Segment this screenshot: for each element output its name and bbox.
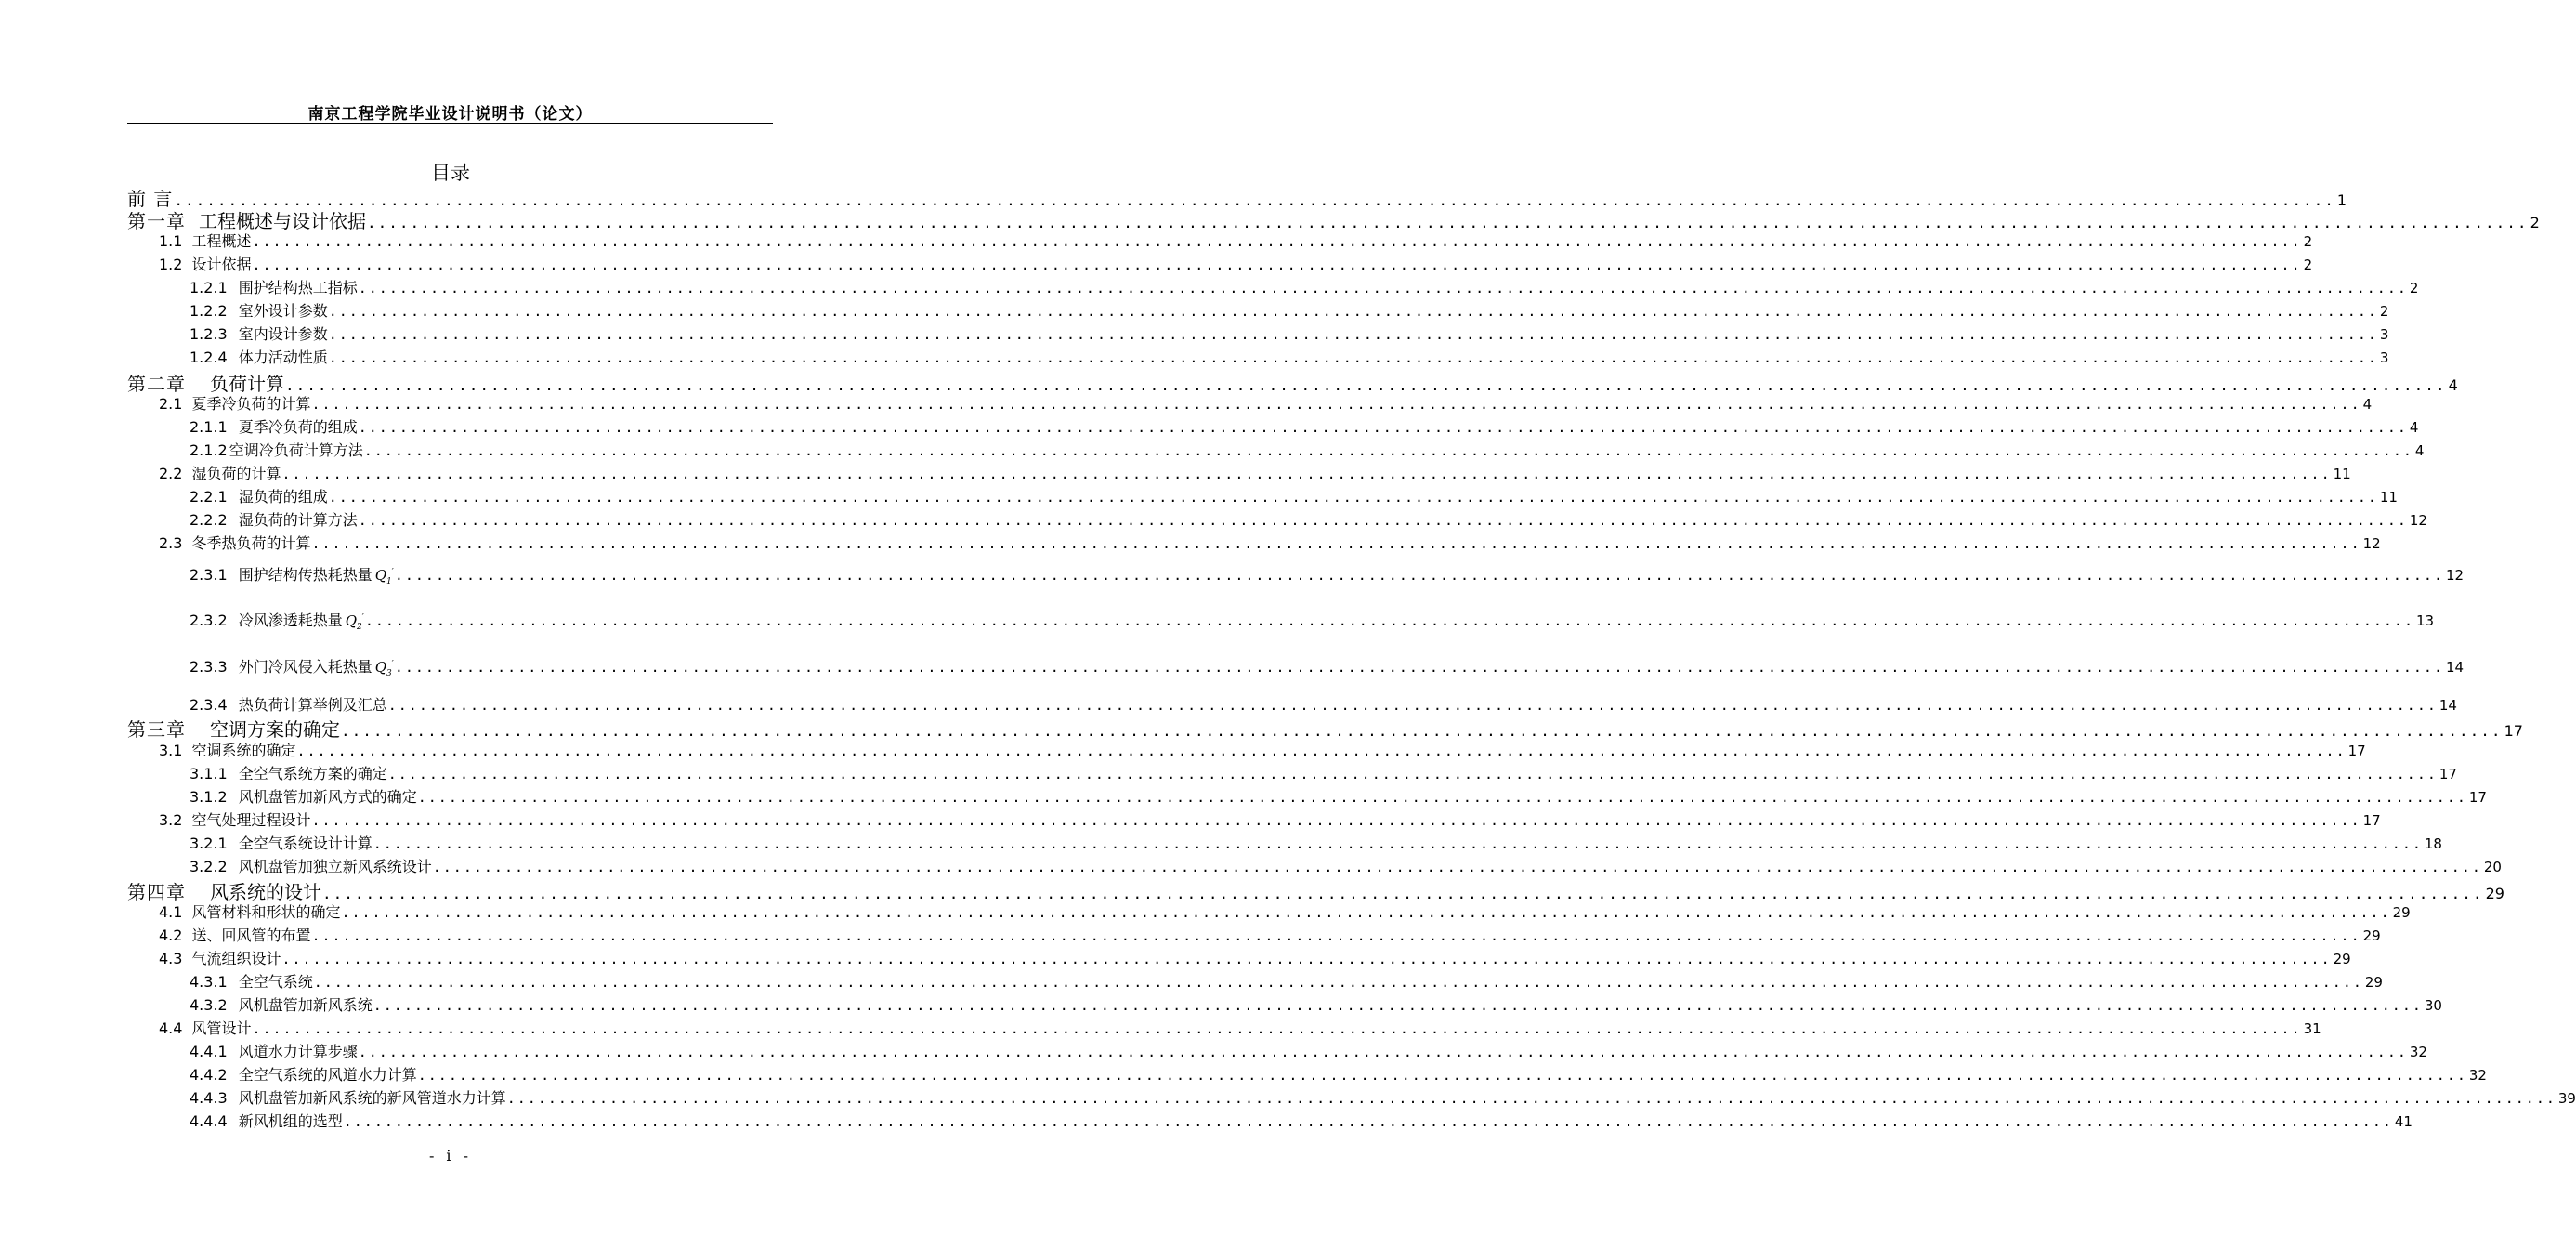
toc-entry-page: 12: [2409, 512, 2427, 529]
toc-entry: [190, 832, 2442, 853]
toc-leader-dots: ........................................................................................................................................................................................................: [328, 303, 2378, 320]
toc-leader-dots: ........................................................................................................................................................................................................: [373, 835, 2423, 852]
toc-entry-title: [190, 655, 394, 678]
toc-title: 目录: [431, 162, 470, 184]
toc-entry: [159, 739, 2366, 760]
toc-entry-title: [190, 322, 328, 344]
toc-entry-title: [159, 1017, 251, 1038]
toc-entry-number: 2.3.1: [190, 566, 228, 584]
toc-entry-text: 送、回风管的布置: [191, 927, 311, 944]
toc-entry-page: 14: [2445, 659, 2465, 676]
toc-entry-page: 4: [2362, 396, 2373, 413]
toc-entry-page: 17: [2439, 766, 2457, 782]
toc-entry-number: 4.2: [159, 927, 183, 944]
toc-entry: [159, 1017, 2321, 1038]
toc-entry-text: 风机盘管加新风方式的确定: [238, 788, 417, 806]
toc-entry-title: [190, 415, 358, 437]
toc-entry-page: 11: [2379, 489, 2398, 506]
toc-entry: [190, 485, 2398, 506]
toc-entry-page: 20: [2483, 859, 2502, 875]
toc-entry: [190, 415, 2419, 437]
toc-entry-number: 第二章: [127, 373, 186, 395]
toc-entry-page: 2: [2530, 214, 2540, 231]
toc-entry-number: 1.1: [159, 232, 183, 250]
toc-entry-number: 1.2.2: [190, 302, 228, 320]
toc-entry-number: 1.2.1: [190, 279, 228, 296]
toc-entry: [190, 508, 2427, 530]
toc-entry-title: [190, 785, 417, 807]
toc-entry-title: [190, 346, 328, 367]
toc-leader-dots: ........................................................................................................................................................................................................: [394, 567, 2444, 584]
toc-leader-dots: ........................................................................................................................................................................................................: [313, 974, 2363, 991]
toc-entry-title: [190, 299, 328, 321]
toc-leader-dots: ........................................................................................................................................................................................................: [311, 927, 2361, 944]
toc-entry: [127, 715, 2523, 742]
toc-entry-number: 第三章: [127, 718, 186, 741]
toc-entry-text: 全空气系统: [238, 973, 313, 991]
toc-entry-page: 17: [2504, 722, 2523, 740]
toc-leader-dots: ........................................................................................................................................................................................................: [311, 396, 2361, 413]
toc-leader-dots: ........................................................................................................................................................................................................: [252, 256, 2302, 273]
toc-entry-title: [190, 762, 387, 783]
toc-entry-text: 冷风渗透耗热量: [238, 611, 343, 629]
toc-entry-text: 空气处理过程设计: [191, 811, 311, 829]
toc-entry-number: 3.1.2: [190, 788, 228, 806]
toc-entry-page: 41: [2394, 1113, 2413, 1130]
toc-leader-dots: ........................................................................................................................................................................................................: [341, 722, 2503, 740]
toc-leader-dots: ........................................................................................................................................................................................................: [281, 466, 2332, 482]
toc-entry-page: 18: [2424, 835, 2442, 852]
toc-entry-page: 2: [2303, 256, 2313, 273]
heat-quantity-symbol: $Q_2'$: [345, 612, 364, 632]
toc-leader-dots: ........................................................................................................................................................................................................: [363, 442, 2413, 459]
toc-entry-number: 2.3.2: [190, 611, 228, 629]
toc-entry: [190, 276, 2419, 297]
toc-entry: [159, 532, 2381, 553]
toc-entry-title: [159, 462, 281, 483]
toc-entry-number: 3.2.2: [190, 858, 228, 875]
toc-entry-page: 17: [2362, 812, 2381, 829]
toc-entry: [159, 901, 2411, 922]
toc-entry-text: 湿负荷的计算: [191, 465, 281, 482]
toc-entry-page: 29: [2364, 974, 2383, 991]
toc-entry-title: [190, 693, 387, 715]
toc-entry-page: 29: [2485, 885, 2504, 902]
toc-entry-title: [190, 1040, 358, 1061]
toc-entry-number: 4.3: [159, 950, 183, 967]
toc-entry-text: 室内设计参数: [238, 325, 328, 343]
toc-entry-text: 围护结构传热耗热量: [238, 566, 373, 584]
toc-entry: [190, 609, 2435, 632]
toc-entry: [190, 762, 2457, 783]
toc-entry-title: [190, 609, 364, 632]
toc-entry-number: 1.2: [159, 256, 183, 273]
toc-entry-text: 空调系统的确定: [191, 742, 296, 759]
toc-entry-title: [127, 715, 340, 742]
toc-entry-title: [190, 508, 358, 530]
toc-leader-dots: ........................................................................................................................................................................................................: [281, 951, 2332, 967]
toc-entry-title: [190, 855, 432, 876]
toc-entry: [159, 809, 2381, 830]
page-number: - i -: [428, 1147, 473, 1164]
toc-leader-dots: ........................................................................................................................................................................................................: [311, 535, 2361, 552]
toc-entry-page: 39: [2557, 1090, 2576, 1107]
toc-entry-page: 2: [2409, 280, 2419, 296]
toc-entry: [190, 693, 2457, 715]
toc-entry-title: [159, 809, 310, 830]
toc-entry-text: 夏季冷负荷的计算: [191, 395, 311, 413]
toc-entry-text: 湿负荷的计算方法: [238, 511, 358, 529]
toc-entry-number: 4.4.4: [190, 1112, 228, 1130]
toc-entry-number: 第一章: [127, 210, 186, 232]
toc-entry-number: 1.2.3: [190, 325, 228, 343]
toc-entry-text: 风系统的设计: [210, 881, 321, 903]
toc-entry-title: [159, 924, 310, 945]
toc-entry-page: 13: [2415, 612, 2435, 629]
toc-leader-dots: ........................................................................................................................................................................................................: [432, 859, 2482, 875]
heat-quantity-symbol: $Q_1'$: [374, 567, 394, 586]
toc-entry: [159, 947, 2351, 968]
toc-entry: [190, 439, 2425, 460]
toc-entry-text: 全空气系统设计计算: [238, 835, 373, 852]
toc-entry-text: 全空气系统的风道水力计算: [238, 1066, 417, 1084]
toc-entry: [190, 1110, 2413, 1131]
toc-entry-text: 新风机组的选型: [238, 1112, 343, 1130]
toc-entry-text: 夏季冷负荷的组成: [238, 418, 358, 436]
toc-leader-dots: ........................................................................................................................................................................................................: [322, 885, 2484, 902]
toc-entry: [190, 1086, 2576, 1108]
toc-leader-dots: ........................................................................................................................................................................................................: [328, 326, 2378, 343]
toc-entry-number: 4.4.2: [190, 1066, 228, 1084]
toc-entry-number: 4.4.1: [190, 1043, 228, 1060]
toc-entry-text: 全空气系统方案的确定: [238, 765, 387, 782]
toc-leader-dots: ........................................................................................................................................................................................................: [506, 1090, 2556, 1107]
toc-entry-number: 2.3.3: [190, 658, 228, 676]
toc-entry-title: [190, 439, 363, 460]
page-header-title: 南京工程学院毕业设计说明书（论文）: [307, 105, 593, 124]
toc-entry-text: 空调方案的确定: [210, 718, 340, 741]
toc-entry-number: 4.3.1: [190, 973, 228, 991]
toc-entry-text: 室外设计参数: [238, 302, 328, 320]
toc-entry: [190, 993, 2442, 1015]
toc-entry-title: [159, 739, 295, 760]
toc-entry-text: 空调冷负荷计算方法: [229, 441, 363, 459]
toc-entry-title: [190, 276, 358, 297]
toc-entry: [159, 230, 2313, 251]
toc-entry-title: [190, 1063, 417, 1085]
toc-entry-page: 1: [2336, 191, 2347, 209]
toc-entry-page: 4: [2414, 442, 2425, 459]
toc-entry-title: [159, 947, 281, 968]
toc-entry-number: 2.2.2: [190, 511, 228, 529]
toc-entry-number: 3.1: [159, 742, 183, 759]
toc-entry-title: [190, 563, 394, 586]
toc-entry-number: 4.4: [159, 1019, 183, 1037]
toc-entry-text: 风管材料和形状的确定: [191, 903, 341, 921]
toc-entry: [159, 392, 2373, 414]
toc-entry-text: 设计依据: [191, 256, 252, 273]
toc-leader-dots: ........................................................................................................................................................................................................: [358, 419, 2408, 436]
toc-entry-text: 气流组织设计: [191, 950, 281, 967]
toc-entry-page: 3: [2379, 349, 2389, 366]
toc-entry-number: 2.1.2: [190, 441, 228, 459]
toc-entry: [190, 299, 2389, 321]
toc-entry-number: 4.3.2: [190, 996, 228, 1014]
toc-entry-page: 14: [2439, 697, 2457, 714]
toc-leader-dots: ........................................................................................................................................................................................................: [373, 997, 2423, 1014]
toc-entry-title: [190, 832, 373, 853]
toc-entry-page: 32: [2468, 1067, 2487, 1084]
toc-entry-title: [159, 532, 310, 553]
toc-leader-dots: ........................................................................................................................................................................................................: [394, 659, 2444, 676]
toc-entry-number: 2.2: [159, 465, 183, 482]
toc-entry-title: [190, 993, 373, 1015]
toc-leader-dots: ........................................................................................................................................................................................................: [387, 697, 2438, 714]
toc-entry-number: 第四章: [127, 881, 186, 903]
toc-entry: [190, 785, 2487, 807]
toc-leader-dots: ........................................................................................................................................................................................................: [364, 612, 2414, 629]
toc-entry-text: 工程概述: [191, 232, 252, 250]
toc-entry-page: 2: [2379, 303, 2389, 320]
toc-leader-dots: ........................................................................................................................................................................................................: [387, 766, 2438, 782]
toc-entry-page: 12: [2445, 567, 2465, 584]
toc-entry-page: 31: [2303, 1020, 2321, 1037]
toc-entry-text: 外门冷风侵入耗热量: [238, 658, 373, 676]
toc-entry-text: 热负荷计算举例及汇总: [238, 696, 387, 714]
toc-leader-dots: ........................................................................................................................................................................................................: [417, 789, 2467, 806]
toc-entry-number: 1.2.4: [190, 348, 228, 366]
header-rule: [127, 123, 773, 124]
toc-entry-page: 29: [2392, 904, 2411, 921]
toc-leader-dots: ........................................................................................................................................................................................................: [328, 489, 2378, 506]
toc-entry-title: [190, 1086, 506, 1108]
toc-leader-dots: ........................................................................................................................................................................................................: [367, 214, 2529, 231]
toc-entry: [190, 346, 2389, 367]
toc-entry: [159, 462, 2351, 483]
toc-leader-dots: ........................................................................................................................................................................................................: [417, 1067, 2467, 1084]
toc-entry-page: 17: [2347, 743, 2366, 759]
toc-entry: [190, 1063, 2487, 1085]
toc-entry-page: 2: [2303, 233, 2313, 250]
toc-leader-dots: ........................................................................................................................................................................................................: [311, 812, 2361, 829]
toc-entry-page: 4: [2448, 376, 2458, 394]
toc-entry-page: 17: [2468, 789, 2487, 806]
toc-entry: [159, 924, 2381, 945]
toc-entry-title: [159, 253, 251, 274]
toc-entry-page: 11: [2333, 466, 2351, 482]
toc-entry-title: [159, 392, 310, 414]
toc-leader-dots: ........................................................................................................................................................................................................: [343, 1113, 2393, 1130]
toc-entry-number: 3.2.1: [190, 835, 228, 852]
toc-leader-dots: ........................................................................................................................................................................................................: [358, 512, 2408, 529]
toc-entry-page: 29: [2362, 927, 2381, 944]
toc-entry-number: 2.3.4: [190, 696, 228, 714]
toc-entry-text: 风道水力计算步骤: [238, 1043, 358, 1060]
toc-leader-dots: ........................................................................................................................................................................................................: [285, 376, 2447, 394]
heat-quantity-symbol: $Q_3'$: [374, 659, 394, 678]
toc-entry-page: 29: [2333, 951, 2351, 967]
toc-leader-dots: ........................................................................................................................................................................................................: [341, 904, 2391, 921]
toc-entry-number: 4.4.3: [190, 1089, 228, 1107]
toc-entry-page: 30: [2424, 997, 2442, 1014]
toc-entry: [190, 322, 2389, 344]
toc-leader-dots: ........................................................................................................................................................................................................: [174, 191, 2335, 209]
toc-entry-title: [190, 1110, 343, 1131]
toc-entry-number: 3.1.1: [190, 765, 228, 782]
toc-entry-text: 冬季热负荷的计算: [191, 534, 311, 552]
toc-leader-dots: ........................................................................................................................................................................................................: [252, 1020, 2302, 1037]
toc-entry-number: 2.3: [159, 534, 183, 552]
toc-entry: [190, 655, 2465, 678]
toc-leader-dots: ........................................................................................................................................................................................................: [328, 349, 2378, 366]
toc-entry-title: [159, 230, 251, 251]
toc-entry: [190, 855, 2502, 876]
toc-leader-dots: ........................................................................................................................................................................................................: [296, 743, 2347, 759]
toc-entry-text: 负荷计算: [210, 373, 284, 395]
toc-entry-page: 3: [2379, 326, 2389, 343]
toc-entry-title: [159, 901, 340, 922]
toc-entry-text: 体力活动性质: [238, 348, 328, 366]
toc-entry-page: 32: [2409, 1044, 2427, 1060]
toc-entry: [190, 970, 2383, 992]
toc-entry-title: [190, 970, 313, 992]
toc-entry-number: 3.2: [159, 811, 183, 829]
toc-entry-text: 围护结构热工指标: [238, 279, 358, 296]
toc-entry-text: 风机盘管加独立新风系统设计: [238, 858, 432, 875]
toc-entry-page: 4: [2409, 419, 2419, 436]
toc-entry-text: 湿负荷的组成: [238, 488, 328, 506]
toc-entry-text: 风机盘管加新风系统的新风管道水力计算: [238, 1089, 506, 1107]
toc-entry-text: 工程概述与设计依据: [199, 210, 366, 232]
toc-entry: [159, 253, 2313, 274]
toc-entry-number: 2.1.1: [190, 418, 228, 436]
toc-entry-text: 风机盘管加新风系统: [238, 996, 373, 1014]
toc-leader-dots: ........................................................................................................................................................................................................: [358, 280, 2408, 296]
toc-entry-number: 前 言: [127, 188, 174, 210]
toc-entry-number: 2.2.1: [190, 488, 228, 506]
toc-leader-dots: ........................................................................................................................................................................................................: [358, 1044, 2408, 1060]
toc-entry-number: 2.1: [159, 395, 183, 413]
toc-entry-page: 12: [2362, 535, 2381, 552]
toc-entry: [190, 1040, 2427, 1061]
toc-entry: [190, 563, 2465, 586]
toc-entry-text: 风管设计: [191, 1019, 252, 1037]
toc-entry-number: 4.1: [159, 903, 183, 921]
toc-leader-dots: ........................................................................................................................................................................................................: [252, 233, 2302, 250]
toc-entry-title: [190, 485, 328, 506]
